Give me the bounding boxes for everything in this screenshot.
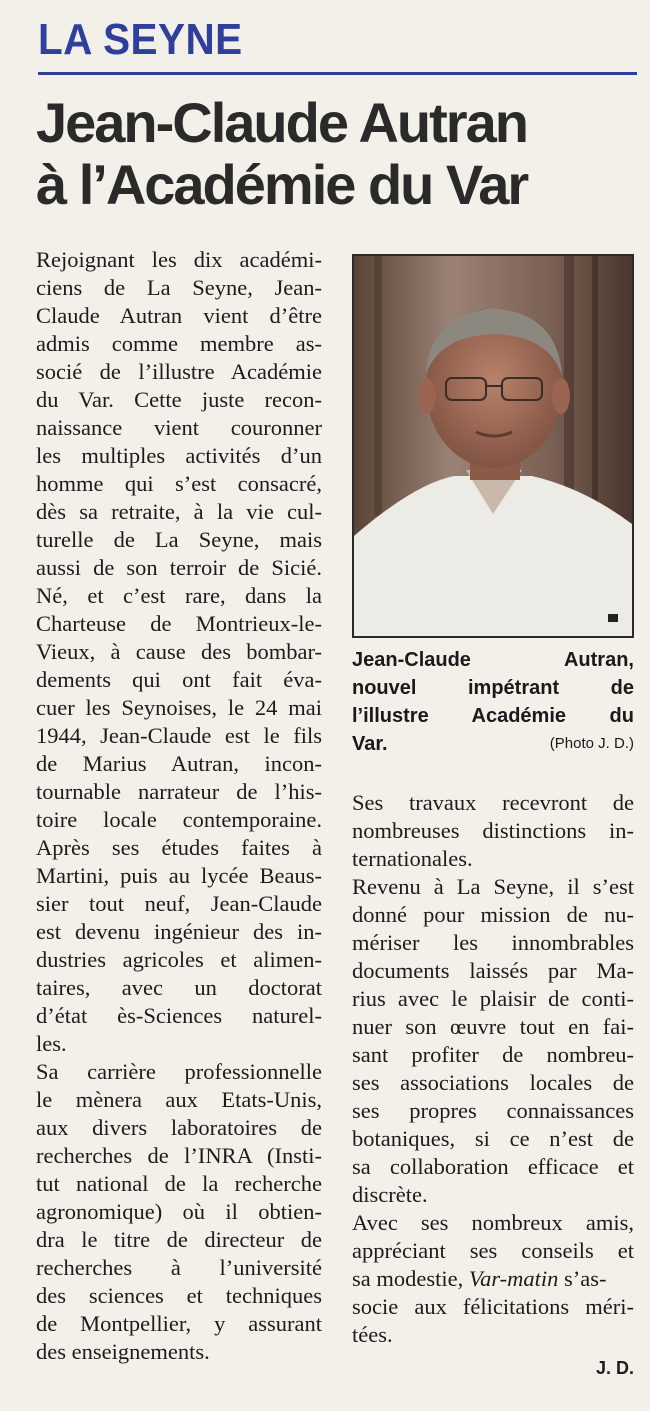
body-line: Claude Autran vient d’être	[36, 303, 322, 328]
body-line: documents laissés par Ma-	[352, 958, 634, 983]
body-line: Après ses études faites à	[36, 835, 322, 860]
body-line: le mènera aux Etats-Unis,	[36, 1087, 322, 1112]
body-line: botaniques, si ce n’est de	[352, 1126, 634, 1151]
photo-credit: (Photo J. D.)	[549, 735, 634, 752]
body-line: nombreuses distinctions in-	[352, 818, 634, 843]
body-line: toire locale contemporaine.	[36, 807, 322, 832]
body-line: Vieux, à cause des bombar-	[36, 639, 322, 664]
body-line: Rejoignant les dix académi-	[36, 247, 322, 272]
body-line: socie aux félicitations méri-	[352, 1294, 634, 1319]
portrait-photo	[352, 254, 634, 638]
body-line: ciens de La Seyne, Jean-	[36, 275, 322, 300]
body-line: socié de l’illustre Académie	[36, 359, 322, 384]
body-line: d’état ès-Sciences naturel-	[36, 1003, 322, 1028]
headline	[36, 92, 636, 216]
body-line: aussi de son terroir de Sicié.	[36, 555, 322, 580]
right-column	[352, 789, 634, 1349]
publication-name: Var-matin	[468, 1266, 559, 1291]
body-line: de Marius Autran, incon-	[36, 751, 322, 776]
body-line: des sciences et techniques	[36, 1283, 322, 1308]
photo-caption	[352, 646, 634, 758]
body-line: aux divers laboratoires de	[36, 1115, 322, 1140]
body-text: sa modestie,	[352, 1266, 469, 1291]
body-line: est devenu ingénieur des in-	[36, 919, 322, 944]
left-column	[36, 246, 322, 1366]
body-line: Revenu à La Seyne, il s’est	[352, 874, 634, 899]
body-line: sa collaboration efficace et	[352, 1154, 634, 1179]
body-line: Martini, puis au lycée Beaus-	[36, 863, 322, 888]
body-line: turelle de La Seyne, mais	[36, 527, 322, 552]
body-line: tées.	[352, 1322, 393, 1347]
body-line: des enseignements.	[36, 1339, 210, 1364]
caption-line: Var.	[352, 733, 388, 755]
headline-line-2: à l’Académie du Var	[36, 153, 528, 216]
body-line: ses associations locales de	[352, 1070, 634, 1095]
body-text: s’as-	[558, 1266, 607, 1291]
body-line: dès sa retraite, à la vie cul-	[36, 499, 322, 524]
body-line: les.	[36, 1031, 67, 1056]
author-signature: J. D.	[595, 1358, 634, 1378]
body-line: Né, et c’est rare, dans la	[36, 583, 322, 608]
caption-line: nouvel impétrant de	[352, 677, 634, 699]
body-line: ternationales.	[352, 846, 473, 871]
portrait-illustration	[354, 256, 632, 636]
body-line: appréciant ses conseils et	[352, 1238, 634, 1263]
body-line: discrète.	[352, 1182, 428, 1207]
body-line: de Montpellier, y assurant	[36, 1311, 322, 1336]
body-line: tut national de la recherche	[36, 1171, 322, 1196]
body-line: Ses travaux recevront de	[352, 790, 634, 815]
caption-line: Jean-Claude Autran,	[352, 649, 634, 671]
body-line: du Var. Cette juste recon-	[36, 387, 322, 412]
body-line: rius avec le plaisir de conti-	[352, 986, 634, 1011]
body-line: admis comme membre as-	[36, 331, 322, 356]
body-line: dements qui ont fait éva-	[36, 667, 322, 692]
body-line: Avec ses nombreux amis,	[352, 1210, 634, 1235]
caption-last-row	[352, 730, 634, 758]
body-line: ses propres connaissances	[352, 1098, 634, 1123]
body-line: sant profiter de nombreu-	[352, 1042, 634, 1067]
body-line: naissance vient couronner	[36, 415, 322, 440]
body-line: cuer les Seynoises, le 24 mai	[36, 695, 322, 720]
body-line: tournable narrateur de l’his-	[36, 779, 322, 804]
body-line: 1944, Jean-Claude est le fils	[36, 723, 322, 748]
body-line: recherches de l’INRA (Insti-	[36, 1143, 322, 1168]
body-line: nuer son œuvre tout en fai-	[352, 1014, 634, 1039]
body-line: agronomique) où il obtien-	[36, 1199, 322, 1224]
section-label: LA SEYNE	[38, 15, 243, 64]
headline-line-1: Jean-Claude Autran	[36, 91, 527, 154]
body-line: taires, avec un doctorat	[36, 975, 322, 1000]
section-rule	[38, 72, 637, 75]
body-line: dustries agricoles et alimen-	[36, 947, 322, 972]
body-line: Charteuse de Montrieux-le-	[36, 611, 322, 636]
body-line: dra le titre de directeur de	[36, 1227, 322, 1252]
body-line: recherches à l’université	[36, 1255, 322, 1280]
body-line: les multiples activités d’un	[36, 443, 322, 468]
body-line: mériser les innombrables	[352, 930, 634, 955]
caption-line: l’illustre Académie du	[352, 705, 634, 727]
body-line: donné pour mission de nu-	[352, 902, 634, 927]
body-line	[352, 1265, 634, 1293]
body-line: sier tout neuf, Jean-Claude	[36, 891, 322, 916]
body-line: homme qui s’est consacré,	[36, 471, 322, 496]
body-line: Sa carrière professionnelle	[36, 1059, 322, 1084]
